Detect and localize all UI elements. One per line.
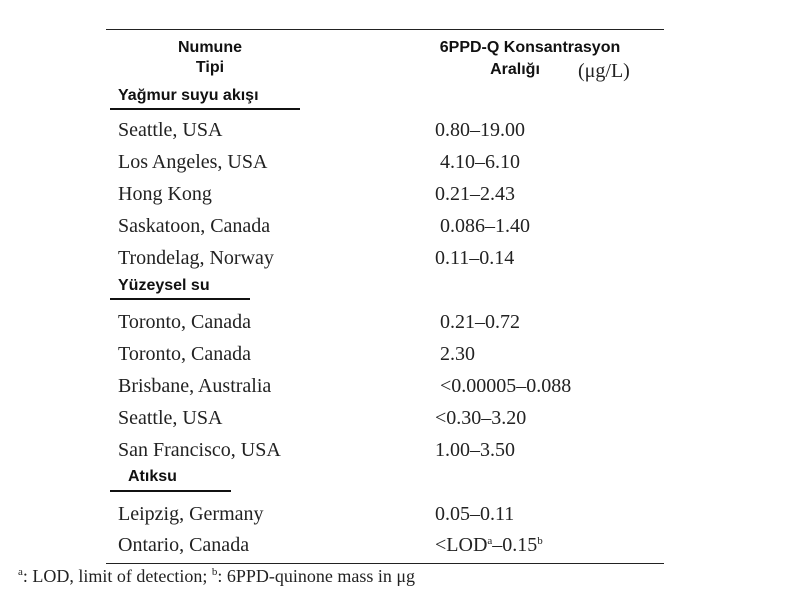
row-range: 0.086–1.40 (440, 215, 530, 237)
table-top-rule (106, 29, 664, 30)
row-location: Los Angeles, USA (118, 151, 268, 173)
section-underline-wastewater (110, 490, 231, 492)
row-range: 0.80–19.00 (435, 119, 525, 141)
row-range: 0.21–0.72 (440, 311, 520, 333)
range-prefix: <LOD (435, 534, 488, 556)
row-range: 0.05–0.11 (435, 503, 515, 525)
section-title-surface-water: Yüzeysel su (118, 277, 210, 294)
row-location: San Francisco, USA (118, 439, 281, 461)
section-underline-surface-water (110, 298, 250, 300)
header-sample-type (140, 38, 280, 78)
header-sample-type-line1: Numune (178, 39, 242, 56)
footnote-sup-b: b (211, 566, 218, 578)
footnote-marker-a: a (487, 535, 493, 547)
row-location: Toronto, Canada (118, 311, 252, 333)
header-concentration-line1: 6PPD-Q Konsantrasyon (439, 39, 621, 56)
row-location: Seattle, USA (118, 119, 223, 141)
section-underline-stormwater (110, 108, 300, 110)
footnote-text-b: : 6PPD-quinone mass in μg (217, 566, 416, 586)
footnote-marker-b: b (537, 535, 543, 547)
header-concentration (405, 38, 655, 58)
row-location: Saskatoon, Canada (118, 215, 271, 237)
row-range: <0.30–3.20 (435, 407, 527, 429)
row-range: 0.21–2.43 (435, 183, 515, 205)
row-range (435, 533, 543, 557)
table-footnote (18, 566, 415, 587)
row-location: Toronto, Canada (118, 343, 252, 365)
header-sample-type-line2: Tipi (195, 59, 225, 76)
row-range: 0.11–0.14 (435, 247, 515, 269)
row-location: Brisbane, Australia (118, 375, 272, 397)
section-title-wastewater: Atıksu (128, 468, 177, 485)
row-location: Trondelag, Norway (118, 247, 274, 269)
header-concentration-line2: Aralığı (490, 61, 540, 78)
footnote-sup-a: a (18, 566, 23, 578)
header-unit: (μg/L) (578, 60, 630, 82)
range-value: –0.15 (492, 534, 538, 556)
row-location: Ontario, Canada (118, 534, 250, 556)
row-range: 4.10–6.10 (440, 151, 520, 173)
row-location: Hong Kong (118, 183, 212, 205)
row-range: 1.00–3.50 (435, 439, 515, 461)
row-range: <0.00005–0.088 (440, 375, 572, 397)
footnote-text-a: : LOD, limit of detection; (22, 566, 212, 586)
table-bottom-rule (106, 563, 664, 564)
row-range: 2.30 (440, 343, 475, 365)
section-title-stormwater: Yağmur suyu akışı (118, 87, 259, 104)
row-location: Seattle, USA (118, 407, 223, 429)
row-location: Leipzig, Germany (118, 503, 264, 525)
